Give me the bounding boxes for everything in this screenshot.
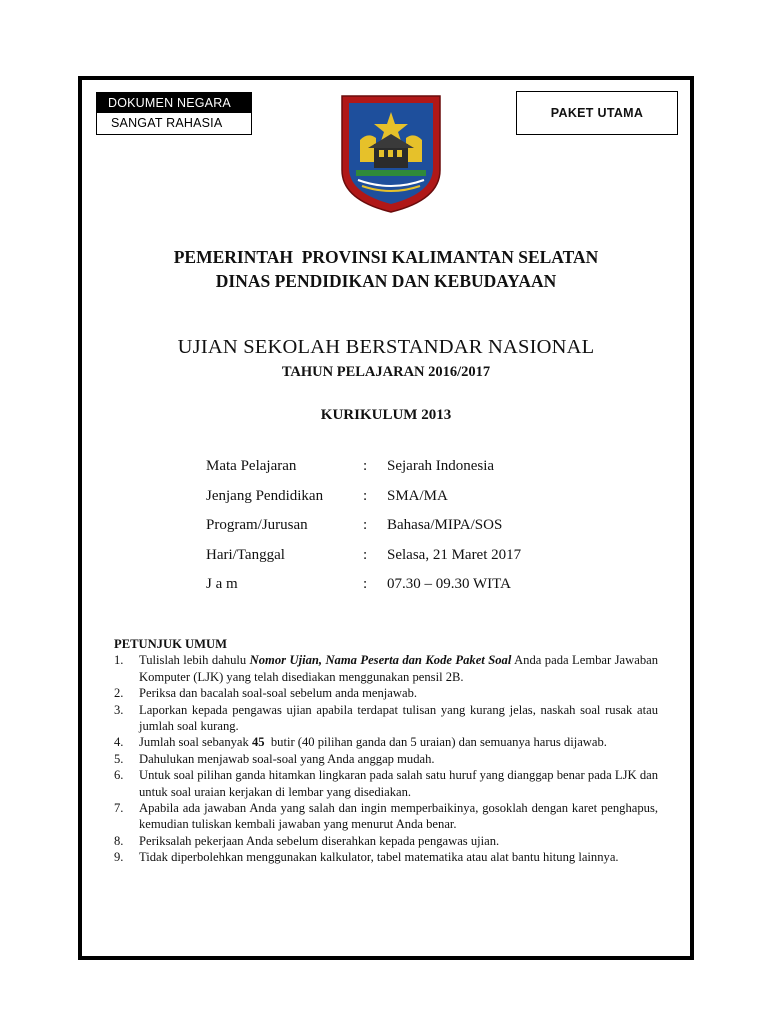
- exam-year: TAHUN PELAJARAN 2016/2017: [281, 364, 491, 380]
- info-row: [206, 570, 521, 600]
- instruction-text: Apabila ada jawaban Anda yang salah dan ingin memperbaikinya, gosoklah dengan karet penghapus, kemudian tuliskan kembali jawaban yang menurut Anda benar.: [139, 801, 658, 832]
- instruction-text: [139, 652, 658, 685]
- document-frame: [78, 76, 694, 960]
- info-value: SMA/MA: [387, 487, 448, 504]
- instruction-number: 6.: [114, 768, 124, 783]
- info-row: [206, 541, 521, 571]
- instruction-text-part: Anda pada Lembar Jawaban Komputer (LJK) yang telah disediakan menggunakan pensil 2B.: [139, 653, 659, 684]
- info-value: 07.30 – 09.30 WITA: [387, 576, 511, 593]
- instruction-item: [114, 652, 658, 685]
- info-value: Bahasa/MIPA/SOS: [387, 517, 503, 534]
- instruction-number: 8.: [114, 833, 124, 848]
- instruction-item: [114, 751, 658, 767]
- instruction-number: 9.: [114, 850, 124, 865]
- instruction-number: 4.: [114, 735, 124, 750]
- paket-label: PAKET UTAMA: [516, 91, 678, 135]
- instruction-text-part: butir (40 pilihan ganda dan 5 uraian) dan semuanya harus dijawab.: [264, 735, 607, 750]
- info-row: [206, 452, 521, 482]
- classification-top: DOKUMEN NEGARA: [97, 93, 251, 113]
- instruction-text-part: Jumlah soal sebanyak: [139, 735, 252, 750]
- instruction-text-part: Tulislah lebih dahulu: [139, 653, 250, 668]
- instruction-text: Untuk soal pilihan ganda hitamkan lingkaran pada salah satu huruf yang dianggap benar pada LJK dan untuk soal uraian kerjakan di lembar yang disediakan.: [139, 768, 658, 799]
- instruction-emphasis: Nomor Ujian, Nama Peserta dan Kode Paket Soal: [249, 653, 512, 668]
- info-key: J a m: [206, 576, 238, 593]
- exam-info-table: [206, 452, 521, 600]
- info-key: Program/Jurusan: [206, 517, 308, 534]
- classification-bottom: SANGAT RAHASIA: [97, 113, 251, 134]
- classification-label: [96, 92, 252, 135]
- instruction-text: Periksalah pekerjaan Anda sebelum diserahkan kepada pengawas ujian.: [139, 833, 500, 848]
- info-separator: :: [363, 546, 368, 563]
- instruction-item: [114, 767, 658, 800]
- instruction-text: Tidak diperbolehkan menggunakan kalkulator, tabel matematika atau alat bantu hitung lainnya.: [139, 850, 619, 865]
- info-key: Hari/Tanggal: [206, 546, 285, 563]
- info-separator: :: [363, 487, 368, 504]
- instruction-number: 1.: [114, 653, 124, 668]
- instruction-text: [139, 734, 658, 750]
- info-key: Jenjang Pendidikan: [206, 487, 324, 504]
- instruction-item: [114, 833, 658, 849]
- province-emblem-logo: [338, 92, 444, 214]
- info-value: Sejarah Indonesia: [387, 458, 495, 475]
- instruction-text: Laporkan kepada pengawas ujian apabila terdapat tulisan yang kurang jelas, naskah soal rusak atau jumlah soal kurang.: [139, 702, 658, 734]
- info-separator: :: [363, 517, 368, 534]
- info-separator: :: [363, 458, 368, 475]
- instruction-item: [114, 800, 658, 833]
- instruction-item: [114, 849, 658, 865]
- instruction-item: [114, 702, 658, 735]
- header-line-1: PEMERINTAH PROVINSI KALIMANTAN SELATAN: [173, 247, 599, 267]
- instruction-item: [114, 734, 658, 750]
- instruction-number: 3.: [114, 702, 124, 717]
- info-key: Mata Pelajaran: [206, 458, 297, 475]
- instruction-emphasis: 45: [251, 735, 265, 750]
- general-instructions: [114, 636, 658, 866]
- institution-header: [82, 245, 690, 293]
- info-row: [206, 482, 521, 512]
- info-row: [206, 511, 521, 541]
- info-value: Selasa, 21 Maret 2017: [387, 546, 522, 563]
- instruction-text: Dahulukan menjawab soal-soal yang Anda anggap mudah.: [139, 751, 435, 766]
- instruction-number: 5.: [114, 751, 124, 766]
- instruction-item: [114, 685, 658, 701]
- instruction-text: Periksa dan bacalah soal-soal sebelum anda menjawab.: [139, 686, 418, 701]
- instruction-number: 7.: [114, 801, 124, 816]
- info-separator: :: [363, 576, 368, 593]
- instruction-number: 2.: [114, 686, 124, 701]
- exam-title: UJIAN SEKOLAH BERSTANDAR NASIONAL: [177, 336, 595, 358]
- instructions-title: PETUNJUK UMUM: [114, 637, 227, 651]
- exam-curriculum: KURIKULUM 2013: [320, 407, 452, 423]
- instructions-list: [114, 652, 658, 865]
- header-line-2: DINAS PENDIDIKAN DAN KEBUDAYAAN: [215, 271, 557, 291]
